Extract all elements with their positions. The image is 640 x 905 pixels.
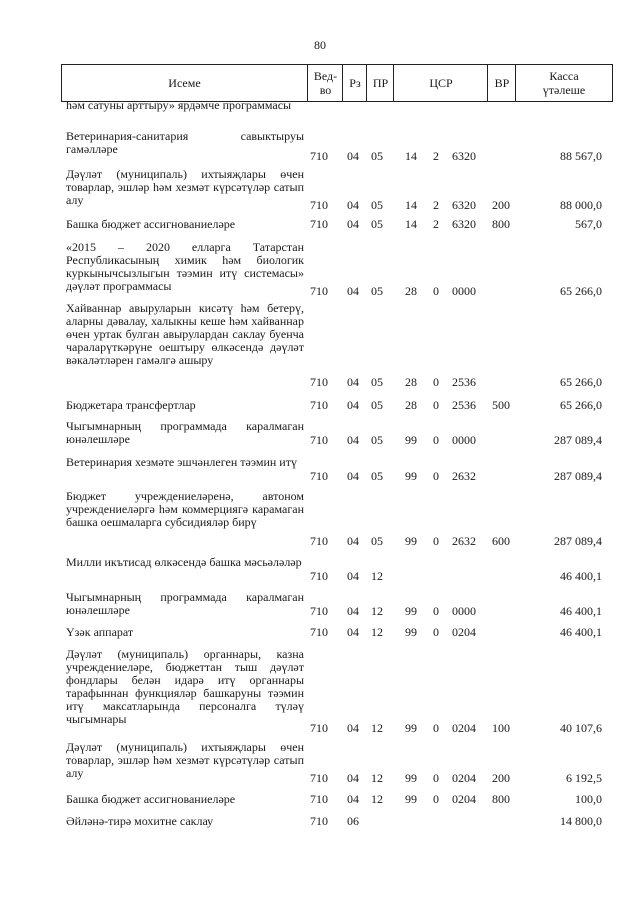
row-csr-subprogram: 0 bbox=[433, 375, 439, 389]
row-csr-subprogram: 0 bbox=[433, 792, 439, 806]
row-pr: 12 bbox=[371, 569, 383, 583]
row-vr: 800 bbox=[492, 792, 510, 806]
row-csr-program: 99 bbox=[405, 469, 417, 483]
row-csr-program: 99 bbox=[405, 433, 417, 447]
row-csr-subprogram: 0 bbox=[433, 534, 439, 548]
row-pr: 12 bbox=[371, 721, 383, 735]
row-kassa: 46 400,1 bbox=[560, 625, 602, 639]
row-kassa: 40 107,6 bbox=[560, 721, 602, 735]
row-csr-direction: 0204 bbox=[452, 792, 476, 806]
row-csr-direction: 0000 bbox=[452, 604, 476, 618]
row-rz: 04 bbox=[347, 433, 359, 447]
row-csr-program: 28 bbox=[405, 398, 417, 412]
row-csr-direction: 6320 bbox=[452, 198, 476, 212]
row-csr-program: 99 bbox=[405, 771, 417, 785]
row-kassa: 65 266,0 bbox=[560, 284, 602, 298]
row-csr-program: 99 bbox=[405, 792, 417, 806]
header-kassa: Касса үтәлеше bbox=[515, 65, 612, 101]
row-name: Әйләнә-тирә мохитне саклау bbox=[66, 814, 214, 828]
row-pr: 12 bbox=[371, 604, 383, 618]
row-pr: 12 bbox=[371, 771, 383, 785]
row-csr-program: 99 bbox=[405, 625, 417, 639]
row-name: Үзәк аппарат bbox=[66, 625, 134, 639]
row-ved: 710 bbox=[310, 792, 328, 806]
row-kassa: 14 800,0 bbox=[560, 814, 602, 828]
page-number: 80 bbox=[314, 38, 326, 52]
row-csr-direction: 2632 bbox=[452, 534, 476, 548]
row-vr: 500 bbox=[492, 398, 510, 412]
table-header bbox=[61, 64, 613, 102]
row-name: Бюджетара трансфертлар bbox=[66, 398, 196, 412]
header-name: Исеме bbox=[168, 76, 201, 90]
row-kassa: 287 089,4 bbox=[554, 534, 602, 548]
row-name: Дәүләт (муниципаль) органнары, казна учреждениеләре, бюджеттан тыш дәүләт фондлары белән идарә итү органнары тарафыннан функцияләр башкаруны тәэмин итү максатларында персоналга түләү чыгымнары bbox=[66, 647, 304, 726]
row-pr: 12 bbox=[371, 625, 383, 639]
row-vr: 200 bbox=[492, 771, 510, 785]
row-csr-subprogram: 0 bbox=[433, 469, 439, 483]
row-rz: 04 bbox=[347, 149, 359, 163]
row-name: «2015 – 2020 елларга Татарстан Республикасының химик һәм биологик куркынычсызлыгын тәэмин итү системасы» дәүләт программасы bbox=[66, 240, 304, 293]
row-csr-subprogram: 0 bbox=[433, 604, 439, 618]
header-rz: Рз bbox=[342, 65, 367, 101]
row-pr: 05 bbox=[371, 469, 383, 483]
row-csr-program: 14 bbox=[405, 198, 417, 212]
row-csr-subprogram: 0 bbox=[433, 771, 439, 785]
header-vr: ВР bbox=[487, 65, 516, 101]
row-kassa: 46 400,1 bbox=[560, 569, 602, 583]
row-pr: 05 bbox=[371, 534, 383, 548]
row-rz: 06 bbox=[347, 814, 359, 828]
row-rz: 04 bbox=[347, 217, 359, 231]
row-kassa: 567,0 bbox=[575, 217, 602, 231]
row-csr-direction: 2536 bbox=[452, 398, 476, 412]
row-csr-direction: 2536 bbox=[452, 375, 476, 389]
row-csr-direction: 0000 bbox=[452, 284, 476, 298]
row-vr: 600 bbox=[492, 534, 510, 548]
row-pr: 05 bbox=[371, 284, 383, 298]
row-rz: 04 bbox=[347, 469, 359, 483]
row-pr: 05 bbox=[371, 375, 383, 389]
row-kassa: 6 192,5 bbox=[566, 771, 602, 785]
row-ved: 710 bbox=[310, 469, 328, 483]
row-name: Ветеринария хезмәте эшчәнлеген тәэмин итү bbox=[66, 455, 297, 469]
row-csr-direction: 0204 bbox=[452, 771, 476, 785]
row-pr: 05 bbox=[371, 398, 383, 412]
row-csr-program: 14 bbox=[405, 217, 417, 231]
row-pr: 12 bbox=[371, 792, 383, 806]
row-ved: 710 bbox=[310, 198, 328, 212]
row-csr-direction: 6320 bbox=[452, 149, 476, 163]
row-csr-program: 28 bbox=[405, 375, 417, 389]
row-kassa: 100,0 bbox=[575, 792, 602, 806]
row-vr: 200 bbox=[492, 198, 510, 212]
row-ved: 710 bbox=[310, 149, 328, 163]
row-ved: 710 bbox=[310, 814, 328, 828]
row-name: Ветеринария-санитария савыктыруы гамәлләре bbox=[66, 129, 304, 156]
row-ved: 710 bbox=[310, 375, 328, 389]
row-kassa: 65 266,0 bbox=[560, 398, 602, 412]
row-csr-subprogram: 0 bbox=[433, 398, 439, 412]
row-name: Башка бюджет ассигнованиеләре bbox=[66, 792, 236, 806]
row-csr-subprogram: 2 bbox=[433, 198, 439, 212]
row-kassa: 88 000,0 bbox=[560, 198, 602, 212]
row-csr-subprogram: 2 bbox=[433, 217, 439, 231]
row-ved: 710 bbox=[310, 433, 328, 447]
row-ved: 710 bbox=[310, 398, 328, 412]
row-name: һәм сатуны арттыру» ярдәмче программасы bbox=[66, 98, 292, 112]
row-csr-program: 99 bbox=[405, 534, 417, 548]
header-csr: ЦСР bbox=[393, 65, 488, 101]
row-ved: 710 bbox=[310, 569, 328, 583]
row-ved: 710 bbox=[310, 625, 328, 639]
row-vr: 800 bbox=[492, 217, 510, 231]
row-rz: 04 bbox=[347, 569, 359, 583]
row-kassa: 287 089,4 bbox=[554, 433, 602, 447]
row-csr-subprogram: 0 bbox=[433, 284, 439, 298]
row-kassa: 287 089,4 bbox=[554, 469, 602, 483]
row-rz: 04 bbox=[347, 284, 359, 298]
row-rz: 04 bbox=[347, 198, 359, 212]
row-name: Дәүләт (муниципаль) ихтыяҗлары өчен товарлар, эшләр һәм хезмәт күрсәтүләр сатып алу bbox=[66, 740, 304, 780]
row-ved: 710 bbox=[310, 217, 328, 231]
row-name: Чыгымнарның программада каралмаган юнәлешләре bbox=[66, 419, 304, 446]
row-ved: 710 bbox=[310, 284, 328, 298]
row-ved: 710 bbox=[310, 721, 328, 735]
header-pr: ПР bbox=[366, 65, 394, 101]
row-kassa: 88 567,0 bbox=[560, 149, 602, 163]
row-pr: 05 bbox=[371, 198, 383, 212]
row-name: Милли икътисад өлкәсендә башка мәсьәләләр bbox=[66, 555, 302, 569]
row-csr-direction: 0204 bbox=[452, 625, 476, 639]
row-csr-subprogram: 2 bbox=[433, 149, 439, 163]
row-csr-program: 14 bbox=[405, 149, 417, 163]
row-rz: 04 bbox=[347, 604, 359, 618]
row-name: Хайваннар авыруларын кисәтү һәм бетерү, аларны дәвалау, халыкны кеше һәм хайваннар өчен уртак булган авырулардан саклау буенча чараларүткәрүне оештыру өлкәсендә дәүләт вәкаләтләрен гамәлгә ашыру bbox=[66, 301, 304, 367]
row-csr-program: 28 bbox=[405, 284, 417, 298]
row-ved: 710 bbox=[310, 604, 328, 618]
row-csr-program: 99 bbox=[405, 604, 417, 618]
row-rz: 04 bbox=[347, 375, 359, 389]
row-ved: 710 bbox=[310, 771, 328, 785]
row-pr: 05 bbox=[371, 149, 383, 163]
row-rz: 04 bbox=[347, 625, 359, 639]
row-name: Башка бюджет ассигнованиеләре bbox=[66, 217, 236, 231]
row-rz: 04 bbox=[347, 534, 359, 548]
row-csr-program: 99 bbox=[405, 721, 417, 735]
row-name: Бюджет учреждениеләренә, автоном учреждениеләргә һәм коммерциягә карамаган башка оешмаларга субсидияләр бирү bbox=[66, 489, 304, 529]
row-ved: 710 bbox=[310, 534, 328, 548]
row-name: Дәүләт (муниципаль) ихтыяҗлары өчен товарлар, эшләр һәм хезмәт күрсәтүләр сатып алу bbox=[66, 167, 304, 207]
header-ved: Вед- во bbox=[307, 65, 343, 101]
row-csr-direction: 0000 bbox=[452, 433, 476, 447]
row-rz: 04 bbox=[347, 792, 359, 806]
row-kassa: 46 400,1 bbox=[560, 604, 602, 618]
row-rz: 04 bbox=[347, 771, 359, 785]
row-vr: 100 bbox=[492, 721, 510, 735]
row-rz: 04 bbox=[347, 398, 359, 412]
row-csr-direction: 0204 bbox=[452, 721, 476, 735]
row-pr: 05 bbox=[371, 217, 383, 231]
row-csr-direction: 2632 bbox=[452, 469, 476, 483]
row-csr-subprogram: 0 bbox=[433, 433, 439, 447]
row-csr-subprogram: 0 bbox=[433, 721, 439, 735]
row-csr-subprogram: 0 bbox=[433, 625, 439, 639]
row-kassa: 65 266,0 bbox=[560, 375, 602, 389]
row-pr: 05 bbox=[371, 433, 383, 447]
row-csr-direction: 6320 bbox=[452, 217, 476, 231]
row-rz: 04 bbox=[347, 721, 359, 735]
row-name: Чыгымнарның программада каралмаган юнәлешләре bbox=[66, 590, 304, 617]
